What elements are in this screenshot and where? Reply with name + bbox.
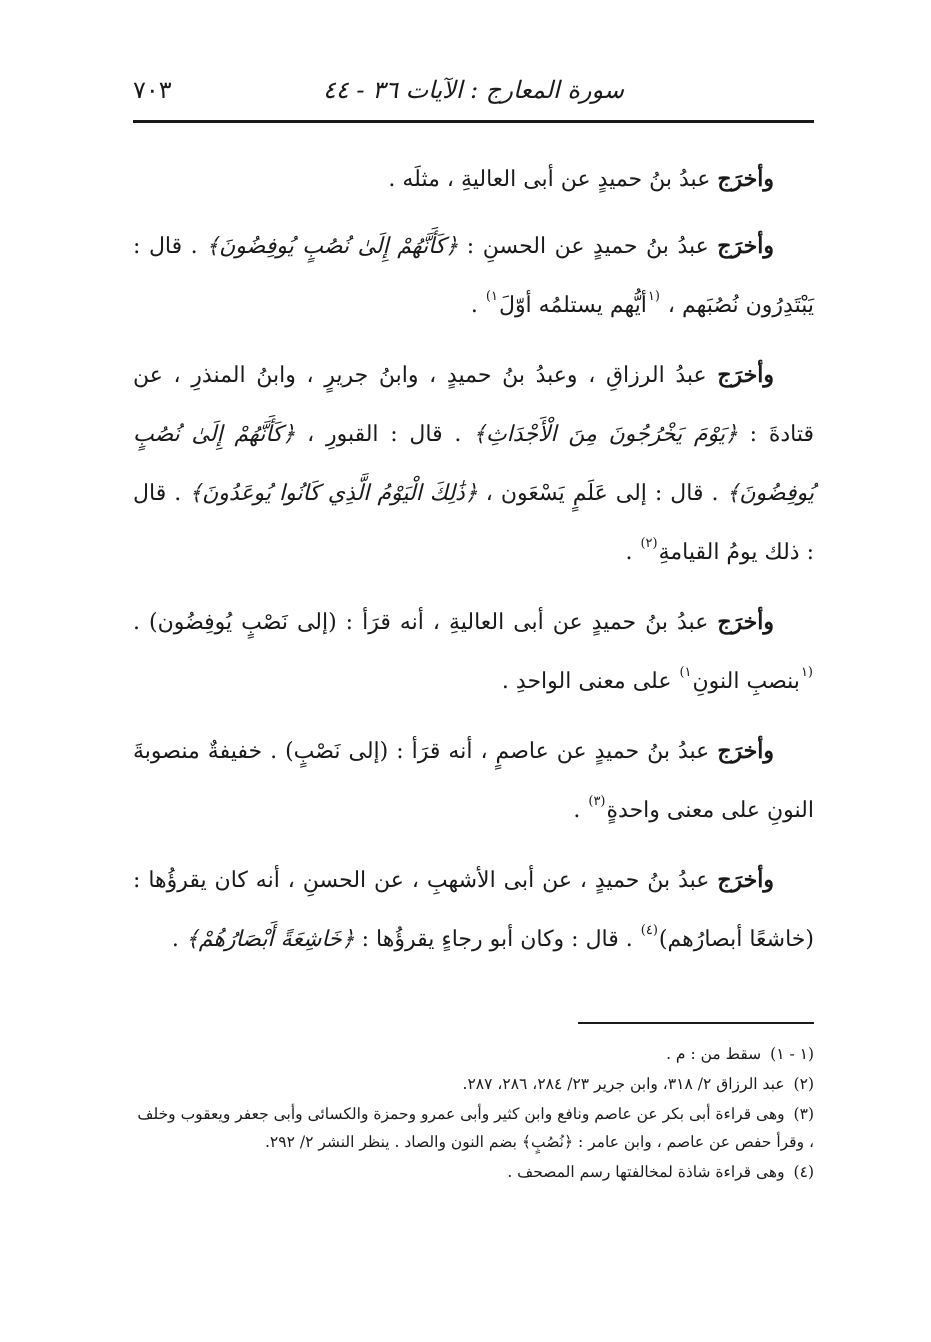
- text-segment: عبدُ بنُ حميدٍ عن أبى العاليةِ ، أنه قرَأ : (إلى نَصْبٍ يُوفِضُون) .: [133, 610, 718, 635]
- text-segment: .: [171, 927, 186, 952]
- paragraph: [133, 217, 814, 338]
- footnote-marker: ١): [485, 289, 498, 304]
- quran-quote: ﴿كَأَنَّهُمْ إِلَىٰ نُصُبٍ يُوفِضُونَ﴾: [206, 234, 459, 259]
- paragraph: [133, 851, 814, 972]
- lead-word: وأخرَج: [717, 609, 774, 635]
- footnote-marker: (٢): [640, 536, 658, 551]
- text-segment: . قال : القبورِ ،: [295, 422, 474, 447]
- header-rule: [133, 120, 814, 123]
- footnote-text: عبد الرزاق ٢/ ٣١٨، وابن جرير ٢٣/ ٢٨٤، ٢٨٦، ٢٨٧.: [462, 1075, 785, 1093]
- footnote-number: (٤): [793, 1163, 814, 1181]
- text-segment: .: [470, 293, 485, 318]
- text-segment: أيُّهم يستلمُه أوّلَ: [498, 293, 647, 318]
- quran-quote: ﴿ذَٰلِكَ الْيَوْمُ الَّذِي كَانُوا يُوعَدُونَ﴾: [189, 481, 478, 506]
- footnote-marker: ١): [679, 665, 692, 680]
- lead-word: وأخرَج: [717, 233, 774, 259]
- lead-word: وأخرَج: [717, 867, 774, 893]
- footnote-number: (١ - ١): [770, 1045, 814, 1063]
- footnote-marker: (٤): [640, 923, 658, 938]
- paragraph: [133, 593, 814, 714]
- footnote-marker: (١: [647, 289, 660, 304]
- text-segment: عبدُ بنُ حميدٍ عن أبى العاليةِ ، مثلَه .: [388, 167, 718, 192]
- quran-quote: ﴿كَأَنَّهُمْ إِلَىٰ نُصُبٍ يُوفِضُونَ﴾: [133, 422, 814, 506]
- text-segment: عبدُ بنُ حميدٍ ، عن أبى الأشهبِ ، عن الحسنِ ، أنه كان يقرؤُها : (خاشعًا أبصارُهم): [133, 868, 814, 952]
- lead-word: وأخرَج: [717, 362, 774, 388]
- text-segment: . قال : ذلك يومُ القيامةِ: [133, 481, 814, 565]
- footnote-text: وهى قراءة شاذة لمخالفتها رسم المصحف .: [507, 1163, 785, 1181]
- footnote-number: (٣): [793, 1105, 814, 1123]
- page-number: ٧٠٣: [133, 76, 172, 104]
- footnote-rule: [578, 1022, 814, 1024]
- main-text: [133, 150, 814, 980]
- footnote-text: سقط من : م .: [666, 1045, 762, 1063]
- footnote-text: وهى قراءة أبى بكر عن عاصم ونافع وابن كثير وأبى عمرو وحمزة والكسائى وأبى جعفر ويعقوب وخلف ، وقرأ حفص عن عاصم ، وابن عامر : ﴿نُصُبٍ﴾ بضم النون والصاد . ينظر النشر ٢/ ٢٩٢.: [137, 1105, 814, 1151]
- page-header: [133, 72, 814, 112]
- footnote-number: (٢): [793, 1075, 814, 1093]
- text-segment: عبدُ بنُ حميدٍ عن الحسنِ :: [458, 234, 718, 259]
- quran-quote: ﴿خَاشِعَةً أَبْصَارُهُمْ﴾: [185, 927, 355, 952]
- text-segment: عبدُ الرزاقِ ، وعبدُ بنُ حميدٍ ، وابنُ جريرٍ ، وابنُ المنذرِ ، عن قتادةَ :: [133, 363, 814, 447]
- paragraph: [133, 722, 814, 843]
- lead-word: وأخرَج: [717, 166, 774, 192]
- footnote: [133, 1070, 814, 1098]
- lead-word: وأخرَج: [717, 738, 774, 764]
- text-segment: .: [625, 540, 640, 565]
- text-segment: . قال : إلى عَلَمٍ يَسْعَون ،: [477, 481, 727, 506]
- footnote: [133, 1158, 814, 1186]
- quran-quote: ﴿يَوْمَ يَخْرُجُونَ مِنَ الْأَجْدَاثِ﴾: [473, 422, 738, 447]
- footnote: [133, 1100, 814, 1156]
- text-segment: على معنى الواحدِ .: [501, 669, 679, 694]
- footnotes: [133, 1040, 814, 1188]
- text-segment: بنصبِ النونِ: [692, 669, 800, 694]
- footnote-marker: (١: [800, 665, 813, 680]
- text-segment: .: [573, 798, 588, 823]
- text-segment: عبدُ بنُ حميدٍ عن عاصمٍ ، أنه قرَأ : (إلى نَصْبٍ) . خفيفةٌ منصوبةَ النونِ على معنى واحدةٍ: [133, 739, 814, 823]
- text-segment: . قال : وكان أبو رجاءٍ يقرؤُها :: [354, 927, 640, 952]
- running-title: سورة المعارج : الآيات ٣٦ - ٤٤: [323, 76, 624, 104]
- paragraph: [133, 346, 814, 585]
- footnote-marker: (٣): [588, 794, 606, 809]
- text-segment: . قال : يَبْتَدِرُون نُصُبَهم ،: [133, 234, 814, 318]
- footnote: [133, 1040, 814, 1068]
- paragraph: [133, 150, 814, 209]
